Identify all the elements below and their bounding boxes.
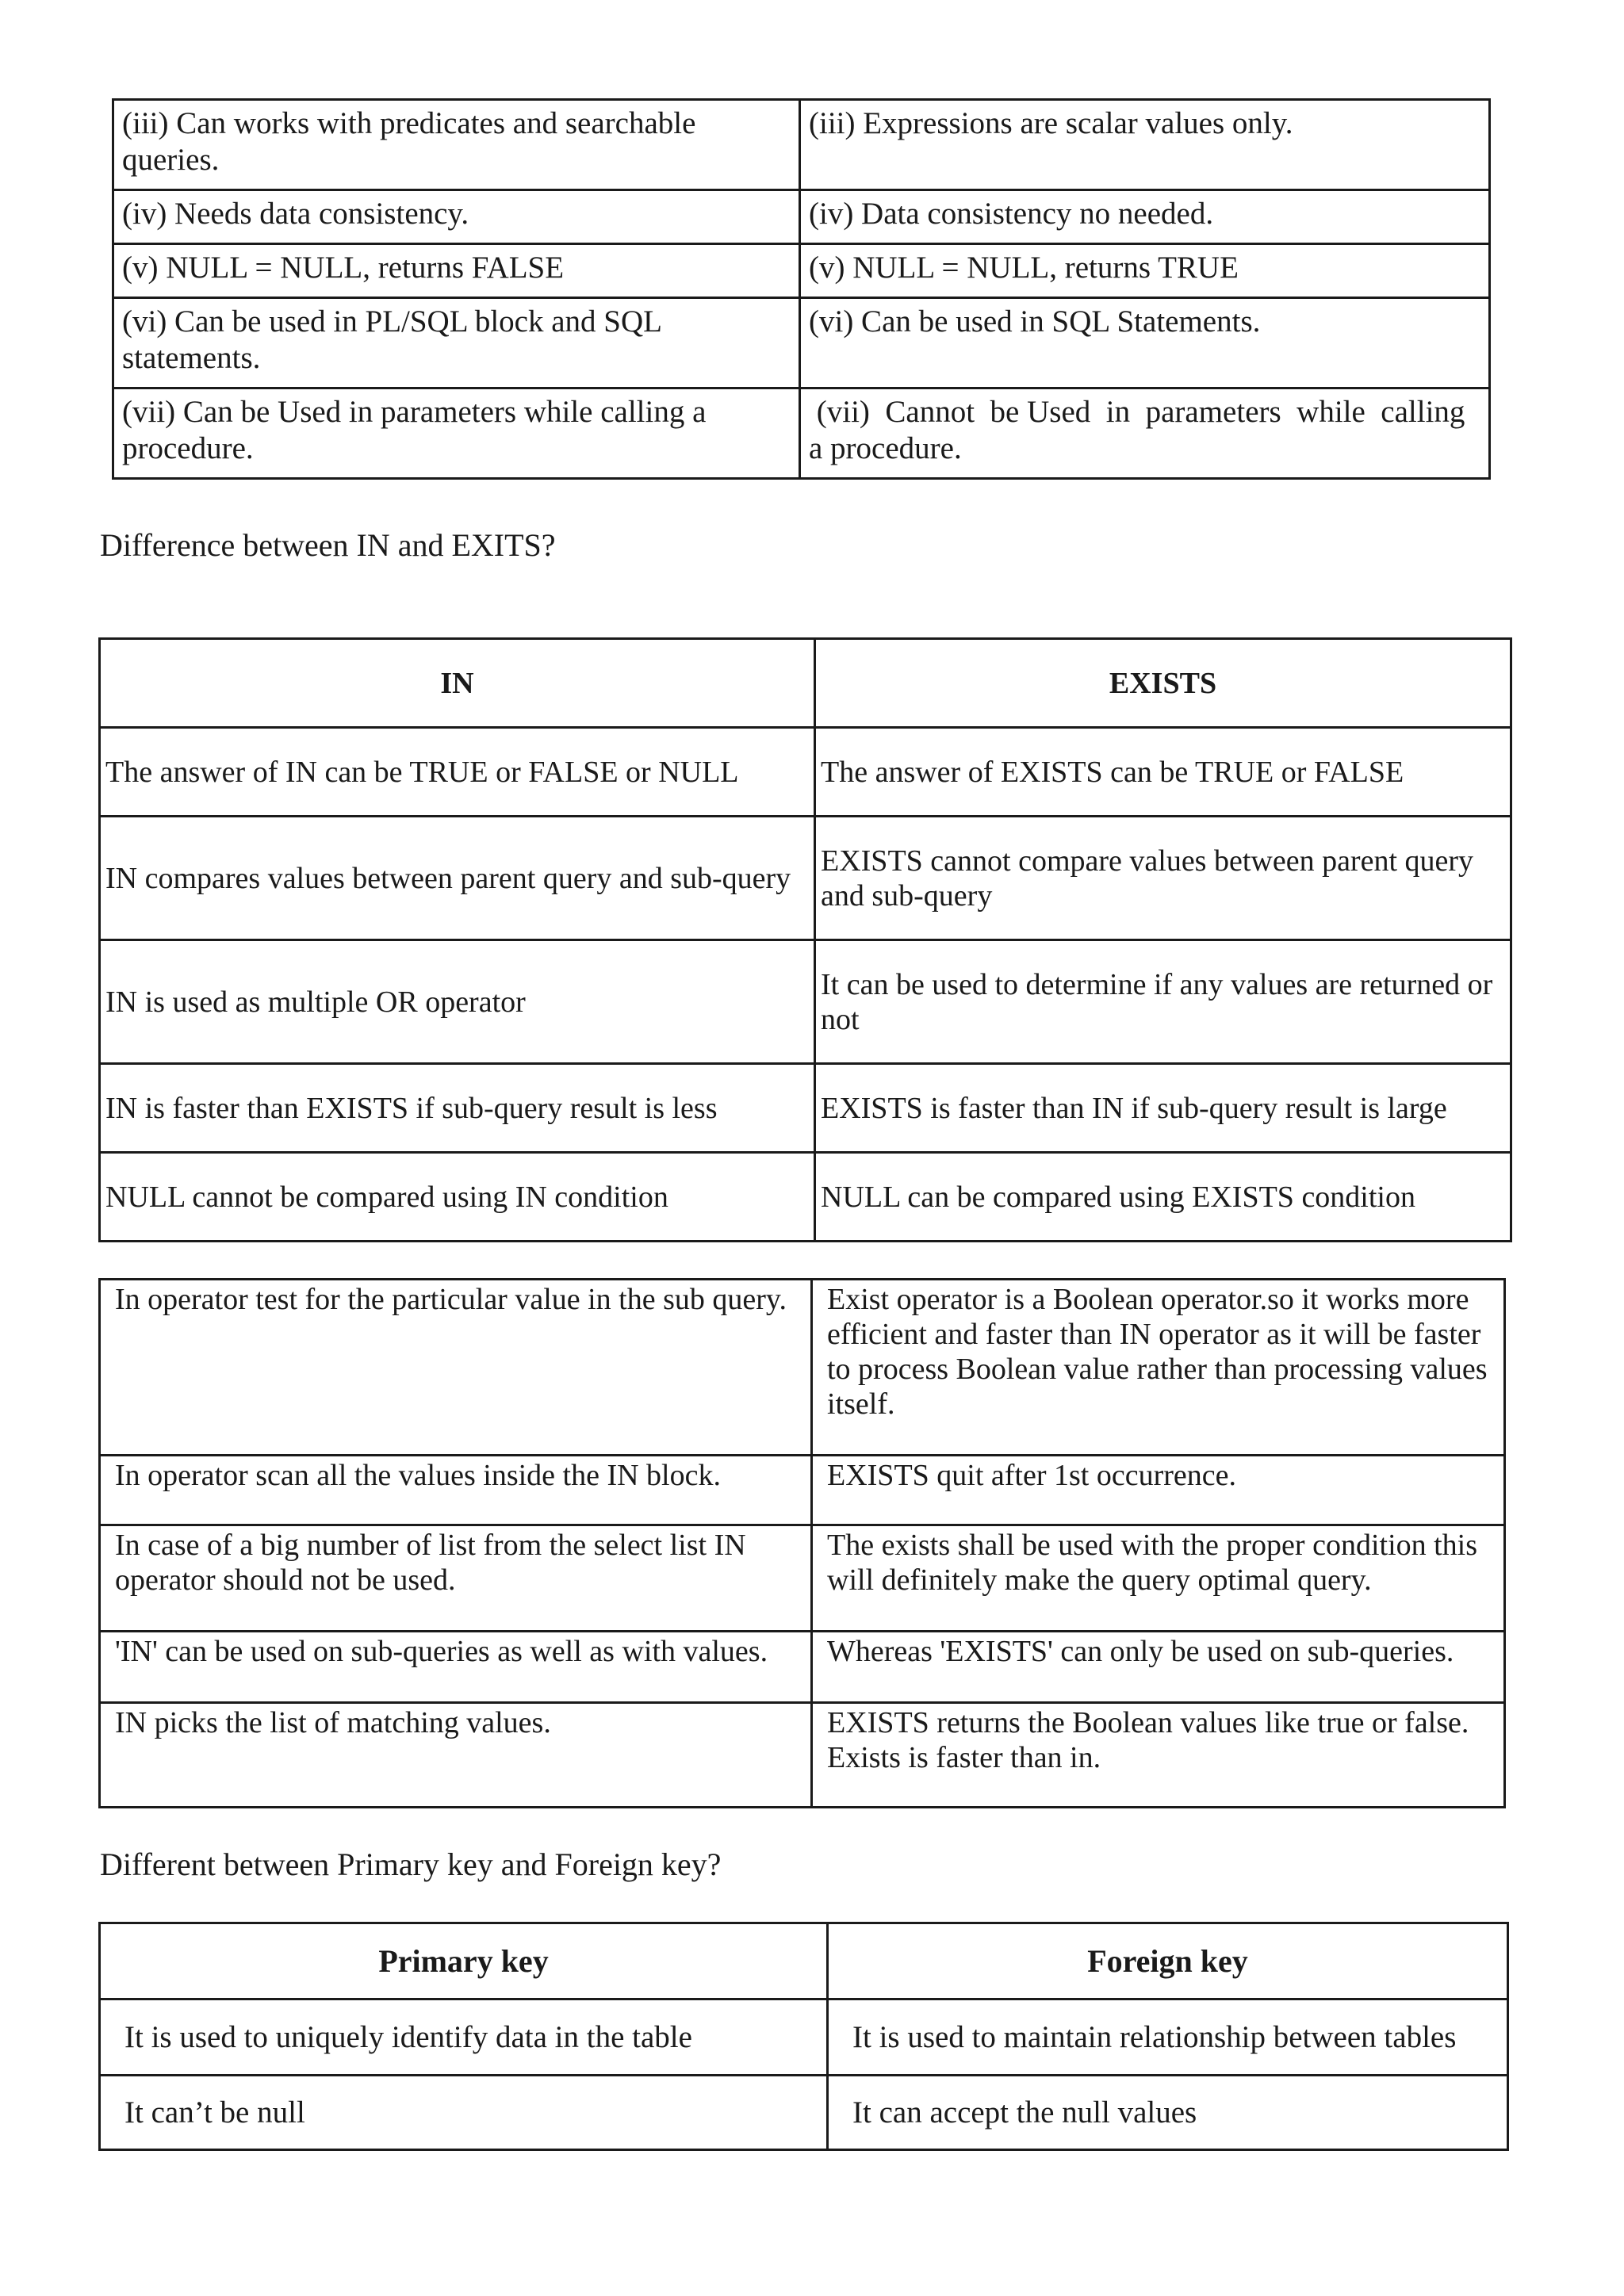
comparison-table-continued (112, 98, 1491, 480)
table-row (100, 1525, 1505, 1632)
table-row (100, 1153, 1511, 1242)
table-cell: (iv) Needs data consistency. (113, 190, 800, 244)
table-cell: (iii) Can works with predicates and searchable queries. (113, 100, 800, 190)
table-cell: EXISTS cannot compare values between parent query and sub-query (815, 817, 1511, 940)
table-cell: In case of a big number of list from the select list IN operator should not be used. (100, 1525, 812, 1632)
table-cell: It can accept the null values (828, 2076, 1508, 2150)
table-cell: In operator test for the particular value in the sub query. (100, 1280, 812, 1456)
column-header-primary-key: Primary key (100, 1923, 828, 1999)
table-cell: It can be used to determine if any values are returned or not (815, 940, 1511, 1064)
table-row (100, 817, 1511, 940)
table-cell: 'IN' can be used on sub-queries as well as with values. (100, 1632, 812, 1703)
table-header-row (100, 639, 1511, 728)
table-row (113, 190, 1490, 244)
table-row (100, 1064, 1511, 1153)
table-row (113, 388, 1490, 479)
table-cell: IN is faster than EXISTS if sub-query result is less (100, 1064, 815, 1153)
table-row (100, 1703, 1505, 1808)
column-header-in: IN (100, 639, 815, 728)
table-row (100, 1280, 1505, 1456)
table-cell: (v) NULL = NULL, returns FALSE (113, 244, 800, 298)
table-cell: NULL can be compared using EXISTS condition (815, 1153, 1511, 1242)
table-cell: The answer of EXISTS can be TRUE or FALSE (815, 728, 1511, 817)
table-cell: NULL cannot be compared using IN condition (100, 1153, 815, 1242)
table-cell: IN picks the list of matching values. (100, 1703, 812, 1808)
column-header-exists: EXISTS (815, 639, 1511, 728)
table-cell: The answer of IN can be TRUE or FALSE or NULL (100, 728, 815, 817)
table-cell: EXISTS is faster than IN if sub-query result is large (815, 1064, 1511, 1153)
table-cell: (vi) Can be used in SQL Statements. (800, 298, 1490, 388)
table-cell: The exists shall be used with the proper condition this will definitely make the query optimal query. (812, 1525, 1505, 1632)
section-heading-in-vs-exists: Difference between IN and EXITS? (100, 527, 556, 563)
table-row (113, 100, 1490, 190)
table-cell: Exist operator is a Boolean operator.so it works more efficient and faster than IN operator as it will be faster to process Boolean value rather than processing values itself. (812, 1280, 1505, 1456)
table-cell: EXISTS quit after 1st occurrence. (812, 1456, 1505, 1525)
column-header-foreign-key: Foreign key (828, 1923, 1508, 1999)
table-cell: In operator scan all the values inside the IN block. (100, 1456, 812, 1525)
section-heading-primary-vs-foreign-key: Different between Primary key and Foreign key? (100, 1846, 722, 1882)
table-row (100, 728, 1511, 817)
table-cell: It is used to uniquely identify data in the table (100, 1999, 828, 2076)
table-cell: IN is used as multiple OR operator (100, 940, 815, 1064)
table-cell: IN compares values between parent query and sub-query (100, 817, 815, 940)
table-cell: (vii) Can be Used in parameters while calling a procedure. (113, 388, 800, 479)
table-header-row (100, 1923, 1508, 1999)
table-cell: Whereas 'EXISTS' can only be used on sub-queries. (812, 1632, 1505, 1703)
table-cell: (v) NULL = NULL, returns TRUE (800, 244, 1490, 298)
table-cell: (iv) Data consistency no needed. (800, 190, 1490, 244)
table-row (113, 298, 1490, 388)
table-row (100, 940, 1511, 1064)
table-cell: (iii) Expressions are scalar values only. (800, 100, 1490, 190)
table-row (113, 244, 1490, 298)
in-vs-exists-table (98, 637, 1512, 1242)
in-vs-exists-details-table (98, 1278, 1506, 1808)
table-cell: It can’t be null (100, 2076, 828, 2150)
table-row (100, 1632, 1505, 1703)
primary-vs-foreign-key-table (98, 1922, 1509, 2151)
table-row (100, 1456, 1505, 1525)
table-cell: It is used to maintain relationship between tables (828, 1999, 1508, 2076)
table-cell: EXISTS returns the Boolean values like true or false. Exists is faster than in. (812, 1703, 1505, 1808)
table-cell: (vi) Can be used in PL/SQL block and SQL statements. (113, 298, 800, 388)
table-row (100, 1999, 1508, 2076)
table-row (100, 2076, 1508, 2150)
table-cell: (vii) Cannot be Used in parameters while calling a procedure. (800, 388, 1490, 479)
